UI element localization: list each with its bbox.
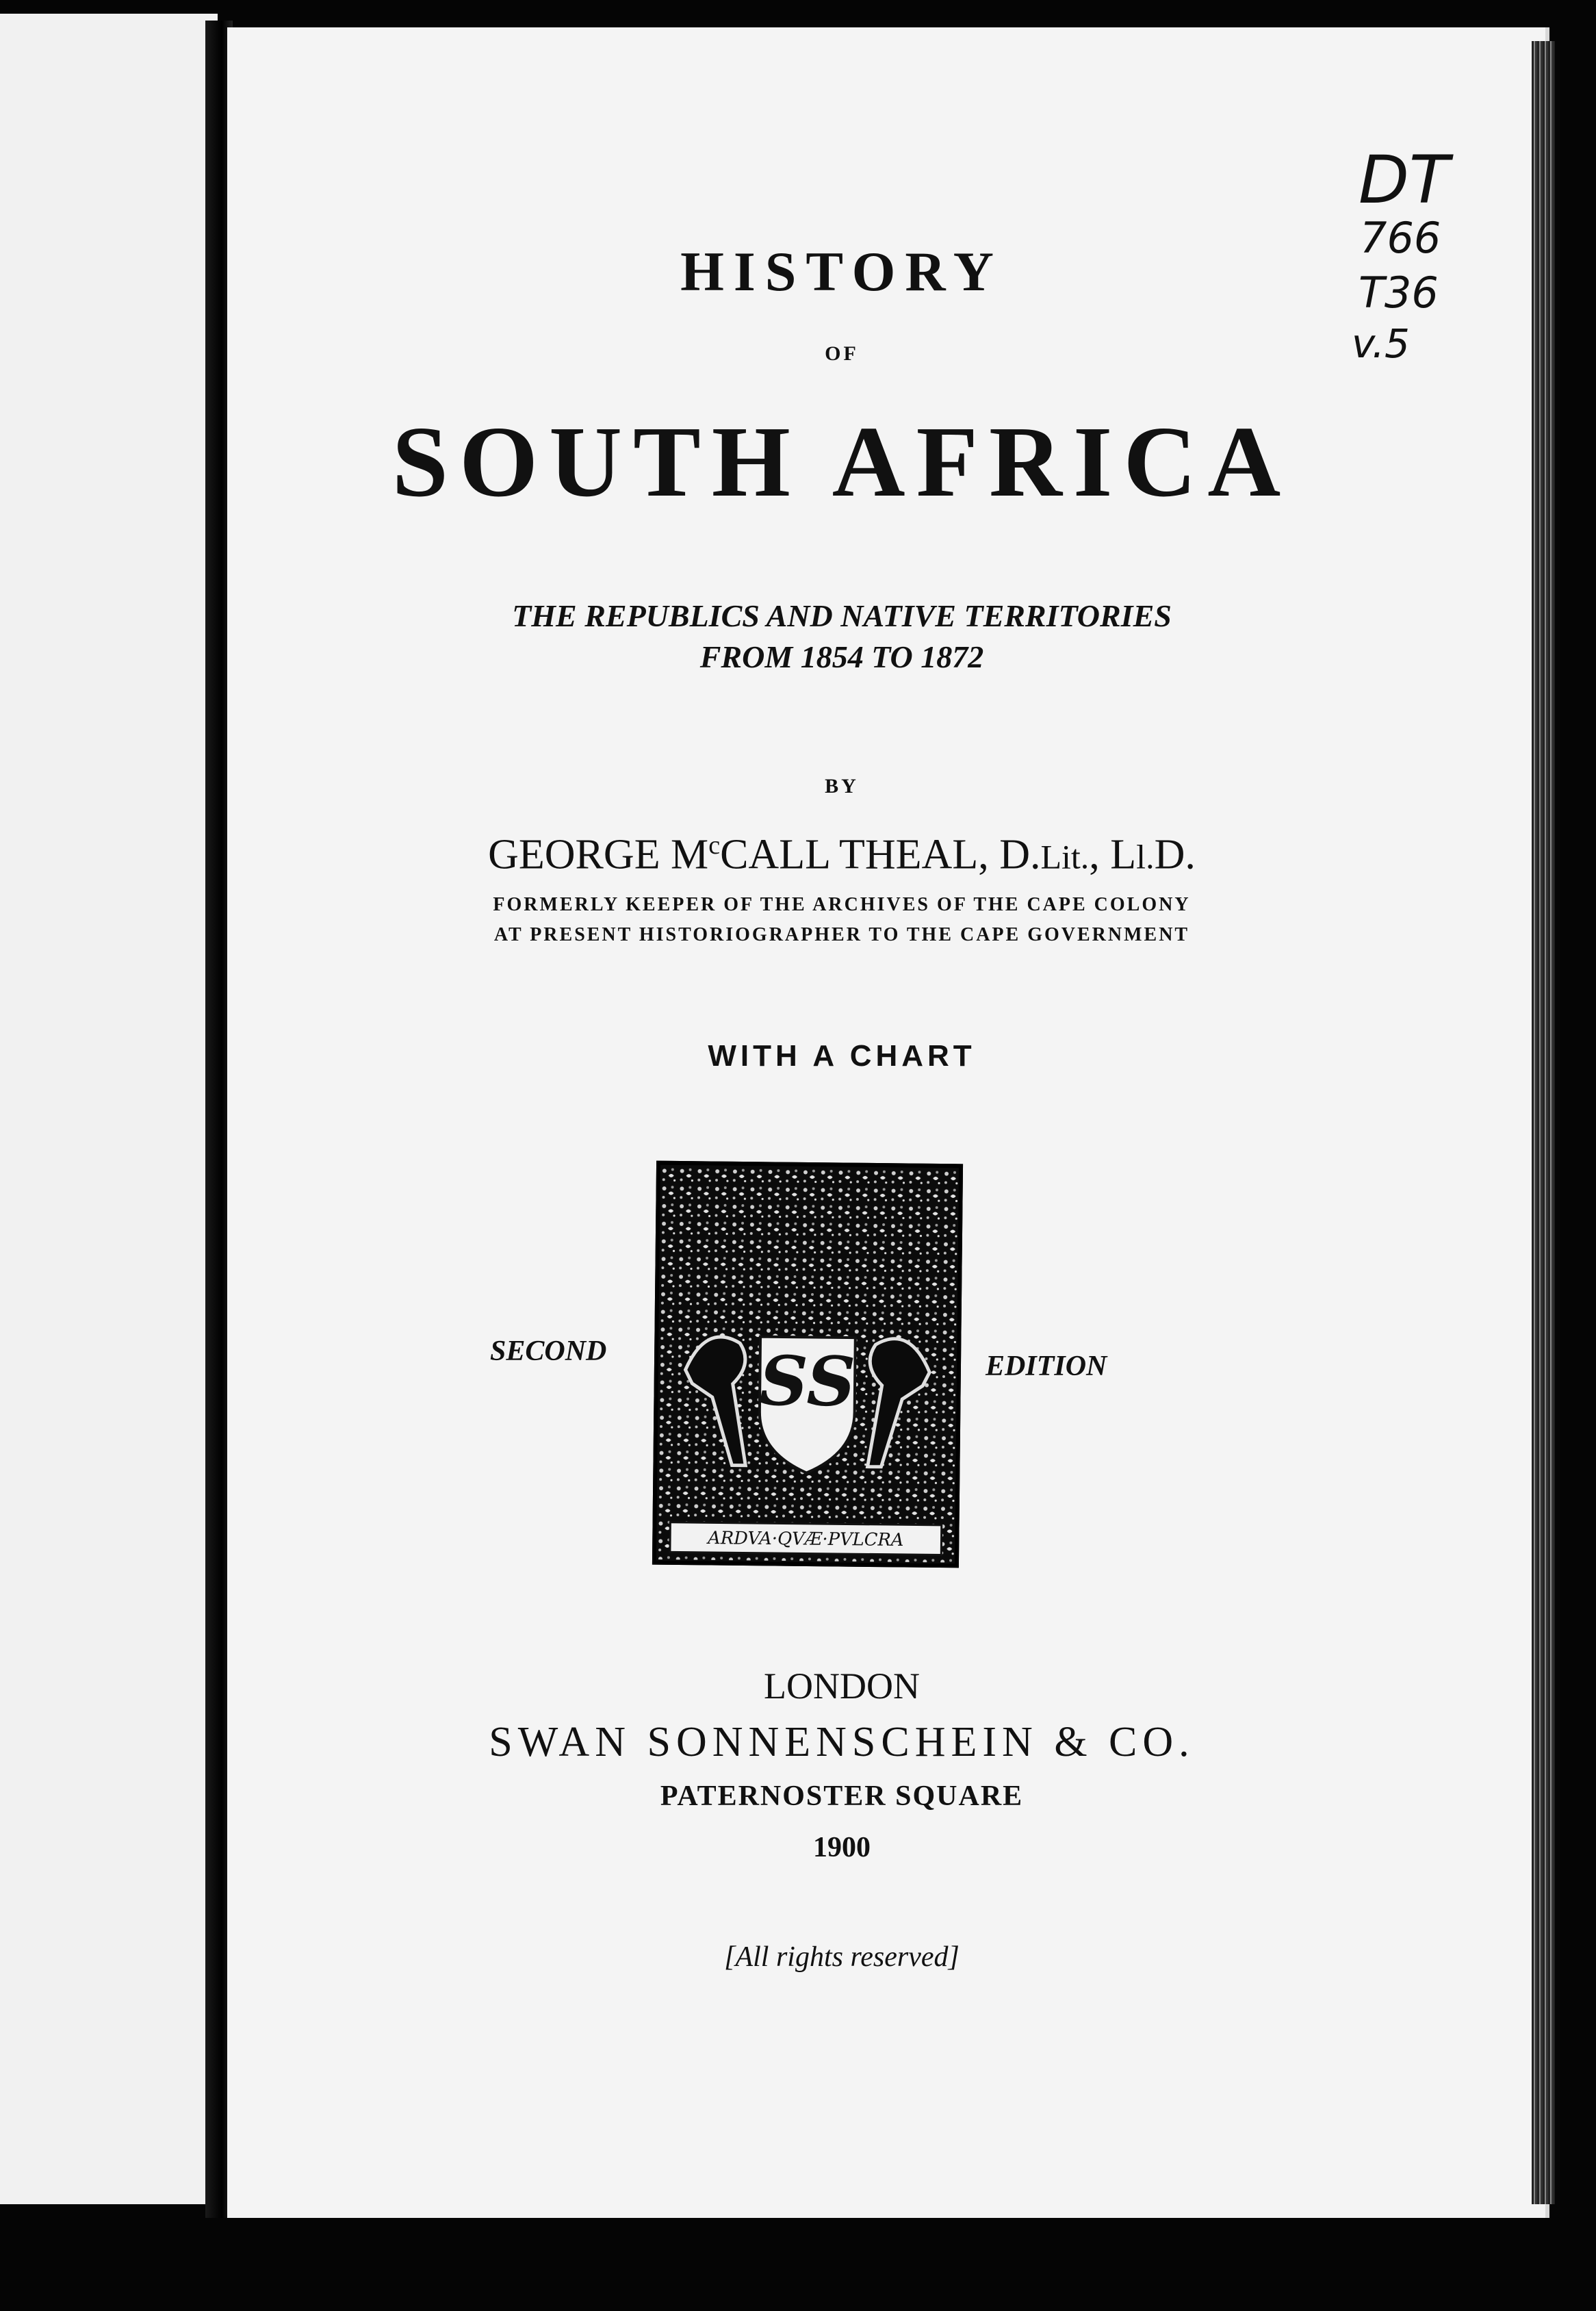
- chart-note: WITH A CHART: [708, 1039, 976, 1073]
- author-separator: , L: [1089, 831, 1137, 878]
- edition-label-left: SECOND: [490, 1336, 607, 1367]
- call-number-line-2: 766: [1360, 213, 1441, 263]
- call-number-line-1: DT: [1359, 142, 1450, 218]
- title-line-main: SOUTH AFRICA: [391, 406, 1292, 518]
- call-number-line-4: v.5: [1352, 320, 1410, 367]
- subtitle-line-2: FROM 1854 TO 1872: [699, 639, 984, 674]
- publisher-device-woodcut: [652, 1161, 963, 1568]
- page-edges: [1532, 41, 1555, 2204]
- publication-year: 1900: [813, 1832, 871, 1863]
- author-degree-2: l.: [1136, 837, 1155, 876]
- facing-page-edge: [0, 14, 218, 2204]
- byline: BY: [825, 775, 859, 797]
- credentials-line-2: AT PRESENT HISTORIOGRAPHER TO THE CAPE GOVERNMENT: [493, 924, 1190, 945]
- subtitle: [301, 596, 1382, 678]
- title-line-history: HISTORY: [680, 240, 1003, 303]
- author-credentials: [301, 890, 1382, 950]
- author-rest: CALL THEAL, D.: [720, 831, 1041, 878]
- publisher-address: PATERNOSTER SQUARE: [660, 1780, 1024, 1812]
- author-end: D.: [1154, 831, 1196, 878]
- edition-label-right: EDITION: [986, 1351, 1107, 1382]
- publisher-name: SWAN SONNENSCHEIN & CO.: [489, 1719, 1195, 1765]
- woodcut-illustration: [656, 1165, 959, 1564]
- device-monogram: SS: [758, 1341, 856, 1422]
- title-line-of: OF: [825, 342, 859, 365]
- author-first: GEORGE M: [488, 831, 709, 878]
- author-degree-1: Lit.: [1040, 837, 1090, 876]
- publisher-city: LONDON: [764, 1665, 920, 1707]
- subtitle-line-1: THE REPUBLICS AND NATIVE TERRITORIES: [512, 598, 1172, 633]
- author-name: [301, 818, 1382, 884]
- credentials-line-1: FORMERLY KEEPER OF THE ARCHIVES OF THE CAPE COLONY: [493, 894, 1191, 915]
- call-number-line-3: T36: [1359, 268, 1439, 318]
- author-mc-superscript: c: [708, 831, 721, 860]
- rights-notice: [All rights reserved]: [724, 1941, 960, 1973]
- device-motto: ARDVA·QVÆ·PVLCRA: [708, 1528, 904, 1551]
